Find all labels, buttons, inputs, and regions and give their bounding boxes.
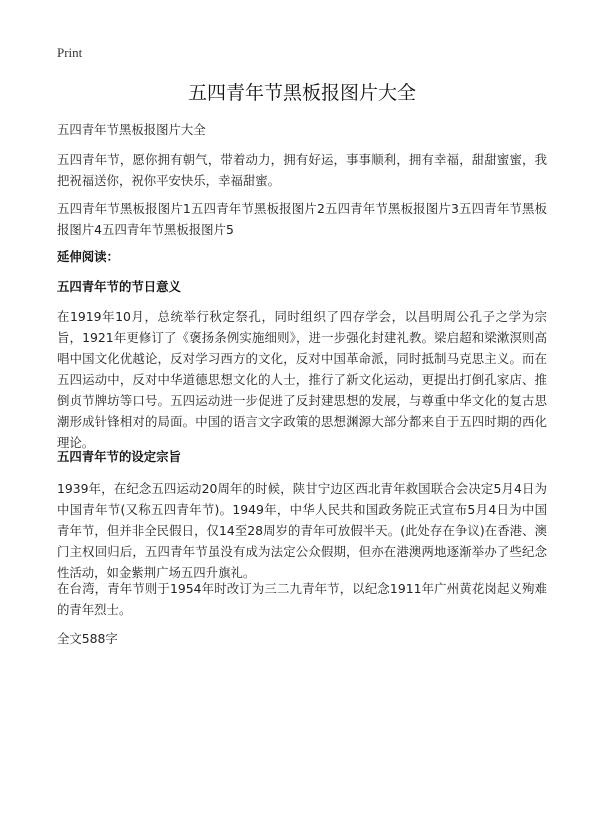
section-heading-significance: 五四青年节的节日意义 — [57, 279, 181, 294]
section-paragraph-significance: 在1919年10月，总统举行秋定祭孔，同时组织了四存学会，以昌明周公孔子之学为宗旨，1921年更修订了《褒扬条例实施细则》，进一步强化封建礼教。梁启超和梁漱溟则高唱中国文化优越论，反对学习西方的文化，反对中国革命派，同时抵制马克思主义。而在五四运动中，反对中华道德思想文化的人士，推行了新文化运动，更提出打倒孔家店、推倒贞节牌坊等口号。五四运动进一步促进了反封建思想的发展，与尊重中华文化的复古思潮形成针锋相对的局面。中国的语言文字政策的思想渊源大部分都来自于五四时期的西化理论。 — [57, 309, 547, 450]
taiwan-paragraph: 在台湾，青年节则于1954年时改订为三二九青年节，以纪念1911年广州黄花岗起义殉难的青年烈士。 — [57, 581, 547, 617]
word-count-text: 全文588字 — [57, 631, 118, 646]
extended-reading-heading: 延伸阅读： — [57, 249, 119, 264]
image-list-paragraph: 五四青年节黑板报图片1五四青年节黑板报图片2五四青年节黑板报图片3五四青年节黑板报图片4五四青年节黑板报图片5 — [57, 201, 547, 237]
page-title: 五四青年节黑板报图片大全 — [187, 82, 416, 104]
subtitle-text: 五四青年节黑板报图片大全 — [57, 122, 206, 137]
print-link[interactable]: Print — [57, 45, 83, 60]
section-paragraph-purpose: 1939年，在纪念五四运动20周年的时候，陕甘宁边区西北青年救国联合会决定5月4日为中国青年节(又称五四青年节)。1949年，中华人民共和国政务院正式宣布5月4日为中国青年节，但并非全民假日，仅14至28周岁的青年可放假半天。(此处存在争议)在香港、澳门主权回归后，五四青年节虽没有成为法定公众假期，但亦在港澳两地逐渐举办了些纪念性活动，如金紫荆广场五四升旗礼。 — [57, 481, 547, 580]
section-heading-purpose: 五四青年节的设定宗旨 — [57, 449, 181, 464]
greeting-paragraph: 五四青年节，愿你拥有朝气，带着动力，拥有好运，事事顺利，拥有幸福，甜甜蜜蜜，我把祝福送你，祝你平安快乐，幸福甜蜜。 — [57, 152, 547, 188]
